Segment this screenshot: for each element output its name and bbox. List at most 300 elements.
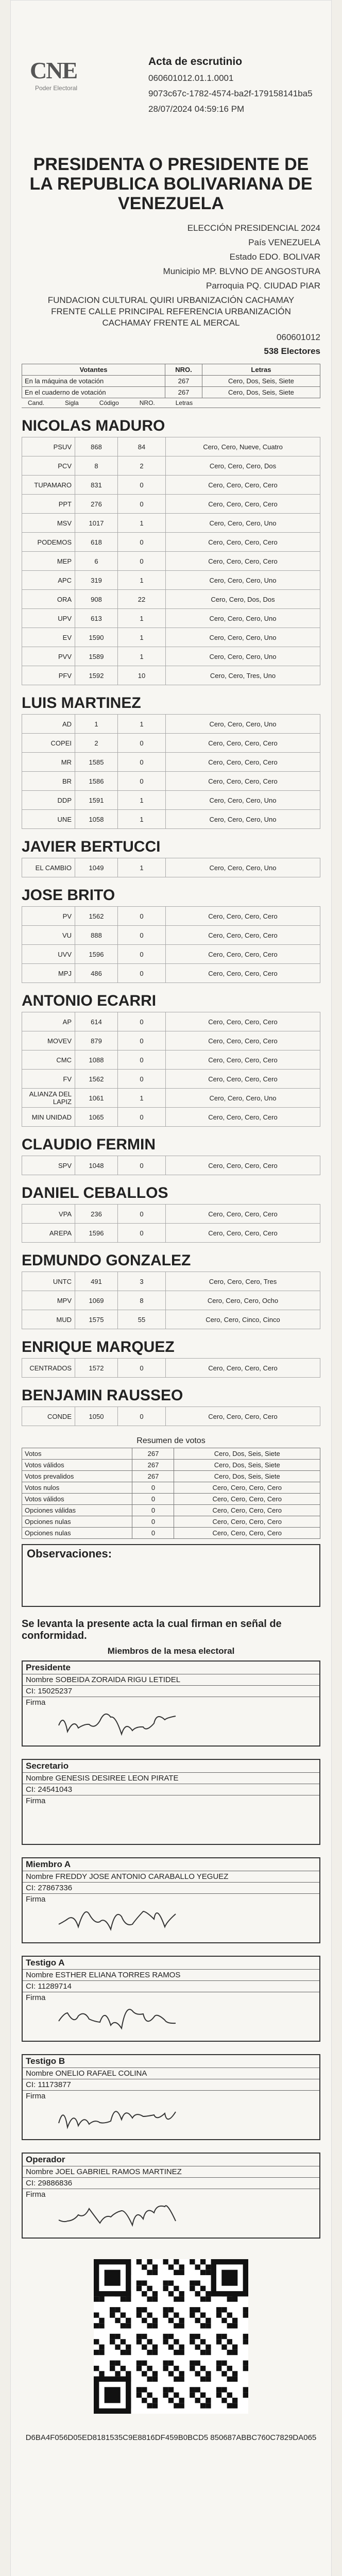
qr-module [168, 2307, 174, 2312]
party-votes: 10 [118, 666, 166, 685]
qr-module [174, 2323, 179, 2328]
party-sigla: PVV [22, 647, 75, 666]
qr-module [152, 2398, 158, 2403]
info-parroquia: Parroquia PQ. CIUDAD PIAR [206, 281, 320, 291]
party-code: 868 [75, 437, 118, 456]
table-row [22, 1494, 320, 1505]
member-name: Nombre GENESIS DESIREE LEON PIRATE [23, 1773, 319, 1784]
qr-module [147, 2312, 152, 2317]
table-row [22, 456, 320, 476]
qr-module [190, 2387, 195, 2392]
qr-module [115, 2334, 120, 2339]
party-code: 1049 [75, 858, 118, 877]
resumen-nro: 267 [132, 1460, 174, 1471]
member-role: Operador [23, 2154, 319, 2166]
observaciones-box [22, 1544, 320, 1607]
qr-module [168, 2345, 174, 2350]
qr-module [200, 2296, 206, 2301]
qr-module [195, 2334, 200, 2339]
qr-module [174, 2259, 179, 2264]
qr-module [105, 2270, 121, 2286]
qr-module [142, 2371, 147, 2376]
party-votes: 0 [118, 907, 166, 926]
member-role: Presidente [23, 1662, 319, 1674]
qr-module [152, 2323, 158, 2328]
resumen-table [22, 1448, 320, 1539]
party-votes: 1 [118, 609, 166, 628]
party-code: 1050 [75, 1407, 118, 1426]
table-row [22, 1291, 320, 1310]
member-firma-label: Firma [26, 1797, 46, 1805]
qr-module [168, 2280, 174, 2285]
qr-module [195, 2361, 200, 2366]
party-votes: 1 [118, 858, 166, 877]
party-votes-letters: Cero, Cero, Cero, Tres [166, 1272, 320, 1291]
party-sigla: EV [22, 628, 75, 647]
party-votes: 0 [118, 552, 166, 571]
qr-module [206, 2403, 211, 2408]
qr-module [110, 2312, 115, 2317]
info-municipio: Municipio MP. BLVNO DE ANGOSTURA [163, 266, 320, 276]
qr-module [152, 2296, 158, 2301]
party-votes: 55 [118, 1310, 166, 1329]
qr-module [200, 2350, 206, 2355]
party-sigla: MIN UNIDAD [22, 1108, 75, 1127]
votantes-header: Votantes [22, 364, 165, 376]
qr-module [179, 2398, 184, 2403]
party-sigla: MPJ [22, 964, 75, 983]
party-sigla: MEP [22, 552, 75, 571]
member-block [22, 1759, 320, 1845]
resumen-label: Opciones nulas [22, 1528, 132, 1539]
party-code: 1017 [75, 514, 118, 533]
votantes-letras: Cero, Dos, Seis, Siete [202, 387, 320, 398]
resumen-title: Resumen de votos [136, 1436, 206, 1445]
handwritten-signature [54, 2098, 187, 2134]
column-header: Cand. [28, 399, 45, 406]
resumen-nro: 267 [132, 1448, 174, 1460]
qr-module [232, 2350, 237, 2355]
resumen-nro: 0 [132, 1494, 174, 1505]
qr-module [94, 2312, 99, 2317]
acta-hash: D6BA4F056D05ED8181535C9E8816DF459B0BCD5 850687ABBC760C7829DA065 [25, 2433, 317, 2442]
qr-module [195, 2307, 200, 2312]
party-sigla: APC [22, 571, 75, 590]
party-sigla: CMC [22, 1050, 75, 1070]
party-votes: 0 [118, 1205, 166, 1224]
candidate-party-table [22, 1358, 320, 1378]
qr-module [179, 2350, 184, 2355]
qr-module [179, 2291, 184, 2296]
qr-module [221, 2361, 227, 2366]
qr-module [142, 2318, 147, 2323]
table-row [22, 907, 320, 926]
qr-module [142, 2334, 147, 2339]
qr-module [195, 2398, 200, 2403]
table-row [22, 1272, 320, 1291]
qr-module [232, 2318, 237, 2323]
member-signature-area [23, 2189, 319, 2238]
qr-module [147, 2259, 152, 2264]
qr-module [227, 2403, 232, 2408]
party-votes: 1 [118, 628, 166, 647]
qr-module [206, 2398, 211, 2403]
table-row [22, 552, 320, 571]
table-row [22, 1516, 320, 1528]
qr-module [227, 2366, 232, 2371]
party-votes-letters: Cero, Cero, Cero, Cero [166, 1359, 320, 1378]
table-row [22, 791, 320, 810]
info-centro: FUNDACION CULTURAL QUIRI URBANIZACIÓN CACHAMAY FRENTE CALLE PRINCIPAL REFERENCIA URBANIZACIÓN CACHAMAY FRENTE AL MERCAL [47, 295, 295, 328]
candidate-name: ANTONIO ECARRI [22, 992, 157, 1009]
party-sigla: MR [22, 753, 75, 772]
cne-logo-sub: Poder Electoral [35, 84, 78, 92]
party-votes-letters: Cero, Cero, Cero, Cero [166, 1050, 320, 1070]
qr-module [94, 2323, 99, 2328]
qr-module [174, 2350, 179, 2355]
qr-module [206, 2377, 211, 2382]
qr-module [110, 2361, 115, 2366]
candidate-party-table [22, 437, 320, 685]
qr-module [243, 2312, 248, 2317]
qr-module [206, 2350, 211, 2355]
resumen-letters: Cero, Cero, Cero, Cero [174, 1505, 320, 1516]
qr-module [163, 2393, 168, 2398]
party-sigla: UNTC [22, 1272, 75, 1291]
qr-module [168, 2398, 174, 2403]
cne-logo-mark: CNE [30, 57, 77, 83]
qr-module [227, 2296, 232, 2301]
qr-module [243, 2393, 248, 2398]
member-name: Nombre FREDDY JOSE ANTONIO CARABALLO YEGUEZ [23, 1871, 319, 1883]
qr-module [94, 2350, 99, 2355]
qr-module [232, 2377, 237, 2382]
qr-module [200, 2323, 206, 2328]
party-votes-letters: Cero, Cero, Cinco, Cinco [166, 1310, 320, 1329]
qr-module [221, 2334, 227, 2339]
qr-module [121, 2350, 126, 2355]
qr-module [168, 2264, 174, 2269]
qr-module [142, 2387, 147, 2392]
qr-module [163, 2339, 168, 2344]
qr-module [179, 2270, 184, 2275]
table-row [22, 715, 320, 734]
member-block [22, 1857, 320, 1943]
candidate-party-table [22, 1012, 320, 1127]
qr-module [152, 2371, 158, 2376]
qr-module [206, 2296, 211, 2301]
qr-module [206, 2270, 211, 2275]
party-votes: 1 [118, 1089, 166, 1108]
table-row [22, 476, 320, 495]
qr-module [200, 2312, 206, 2317]
qr-module [195, 2264, 200, 2269]
qr-module [136, 2387, 142, 2392]
qr-module [174, 2393, 179, 2398]
party-code: 1572 [75, 1359, 118, 1378]
party-code: 1592 [75, 666, 118, 685]
qr-module [174, 2403, 179, 2408]
qr-module [216, 2339, 221, 2344]
party-sigla: SPV [22, 1156, 75, 1175]
table-row [22, 437, 320, 456]
party-votes-letters: Cero, Cero, Cero, Cero [166, 907, 320, 926]
qr-module [221, 2398, 227, 2403]
table-row [22, 1310, 320, 1329]
member-ci: CI: 11289714 [23, 1981, 319, 1992]
member-ci: CI: 24541043 [23, 1784, 319, 1795]
member-firma-label: Firma [26, 1895, 46, 1904]
qr-module [94, 2339, 99, 2344]
candidate-name: EDMUNDO GONZALEZ [22, 1252, 191, 1269]
resumen-letters: Cero, Dos, Seis, Siete [174, 1460, 320, 1471]
member-block [22, 2153, 320, 2239]
qr-module [136, 2312, 142, 2317]
party-votes: 0 [118, 1224, 166, 1243]
qr-module [99, 2296, 104, 2301]
qr-module [126, 2318, 131, 2323]
party-votes-letters: Cero, Cero, Cero, Cero [166, 1031, 320, 1050]
party-code: 908 [75, 590, 118, 609]
table-row [22, 1407, 320, 1426]
party-sigla: FV [22, 1070, 75, 1089]
qr-module [174, 2366, 179, 2371]
party-code: 1048 [75, 1156, 118, 1175]
party-sigla: MOVEV [22, 1031, 75, 1050]
party-votes-letters: Cero, Cero, Cero, Uno [166, 571, 320, 590]
table-row [22, 1050, 320, 1070]
party-votes-letters: Cero, Cero, Cero, Cero [166, 945, 320, 964]
qr-module [121, 2339, 126, 2344]
qr-module [142, 2264, 147, 2269]
party-votes: 0 [118, 1031, 166, 1050]
member-role: Testigo B [23, 2055, 319, 2068]
table-row [22, 1156, 320, 1175]
cne-logo [22, 57, 83, 98]
party-sigla: UPV [22, 609, 75, 628]
party-sigla: CENTRADOS [22, 1359, 75, 1378]
party-votes-letters: Cero, Cero, Cero, Cero [166, 1156, 320, 1175]
qr-module [110, 2366, 115, 2371]
member-block [22, 2054, 320, 2140]
table-row [22, 926, 320, 945]
qr-module [200, 2259, 206, 2264]
table-row [22, 571, 320, 590]
party-sigla: PODEMOS [22, 533, 75, 552]
party-sigla: ORA [22, 590, 75, 609]
party-code: 613 [75, 609, 118, 628]
qr-module [115, 2318, 120, 2323]
qr-module [136, 2259, 142, 2264]
table-row [22, 1070, 320, 1089]
member-signature-area [23, 1894, 319, 1942]
qr-module [179, 2403, 184, 2408]
handwritten-signature [54, 1901, 187, 1937]
handwritten-signature [54, 1999, 187, 2036]
qr-module [227, 2312, 232, 2317]
qr-module [195, 2345, 200, 2350]
qr-module [147, 2339, 152, 2344]
qr-module [216, 2361, 221, 2366]
qr-module [216, 2393, 221, 2398]
qr-module [200, 2366, 206, 2371]
table-row [22, 964, 320, 983]
candidate-name: JAVIER BERTUCCI [22, 838, 161, 855]
member-ci: CI: 29886836 [23, 2178, 319, 2189]
resumen-label: Votos nulos [22, 1482, 132, 1494]
qr-module [147, 2403, 152, 2408]
table-row [22, 734, 320, 753]
party-votes: 1 [118, 810, 166, 829]
resumen-nro: 0 [132, 1505, 174, 1516]
qr-module [126, 2371, 131, 2376]
qr-module [99, 2323, 104, 2328]
qr-module [243, 2361, 248, 2366]
party-votes-letters: Cero, Cero, Cero, Cero [166, 926, 320, 945]
resumen-label: Votos válidos [22, 1494, 132, 1505]
party-code: 1591 [75, 791, 118, 810]
member-name: Nombre ESTHER ELIANA TORRES RAMOS [23, 1970, 319, 1981]
candidate-party-table [22, 1156, 320, 1175]
qr-module [142, 2291, 147, 2296]
qr-module [221, 2270, 237, 2286]
party-code: 1562 [75, 907, 118, 926]
qr-module [136, 2307, 142, 2312]
info-centro-code: 060601012 [276, 332, 320, 342]
party-votes-letters: Cero, Cero, Cero, Uno [166, 1089, 320, 1108]
party-votes-letters: Cero, Cero, Cero, Uno [166, 715, 320, 734]
party-votes-letters: Cero, Cero, Tres, Uno [166, 666, 320, 685]
qr-module [216, 2312, 221, 2317]
qr-module [200, 2393, 206, 2398]
resumen-nro: 0 [132, 1516, 174, 1528]
handwritten-signature [54, 1803, 187, 1839]
column-header: Letras [175, 399, 193, 406]
party-code: 1590 [75, 628, 118, 647]
party-code: 1065 [75, 1108, 118, 1127]
qr-module [152, 2377, 158, 2382]
resumen-nro: 267 [132, 1471, 174, 1482]
votantes-letras: Cero, Dos, Seis, Siete [202, 376, 320, 387]
resumen-letters: Cero, Dos, Seis, Siete [174, 1448, 320, 1460]
party-votes: 0 [118, 964, 166, 983]
party-votes-letters: Cero, Cero, Cero, Uno [166, 647, 320, 666]
candidate-party-table [22, 858, 320, 877]
party-votes-letters: Cero, Cero, Cero, Cero [166, 476, 320, 495]
votantes-header: Letras [202, 364, 320, 376]
party-sigla: VU [22, 926, 75, 945]
qr-module [152, 2270, 158, 2275]
qr-code [94, 2259, 248, 2414]
qr-module [190, 2334, 195, 2339]
qr-module [221, 2307, 227, 2312]
party-votes-letters: Cero, Cero, Cero, Cero [166, 552, 320, 571]
qr-module [126, 2323, 131, 2328]
resumen-letters: Cero, Cero, Cero, Cero [174, 1482, 320, 1494]
qr-module [115, 2361, 120, 2366]
qr-module [174, 2339, 179, 2344]
qr-module [206, 2318, 211, 2323]
party-sigla: AD [22, 715, 75, 734]
member-role: Secretario [23, 1760, 319, 1773]
candidate-party-table [22, 906, 320, 983]
member-firma-label: Firma [26, 2092, 46, 2100]
votantes-nro: 267 [165, 376, 202, 387]
qr-module [232, 2296, 237, 2301]
party-votes: 1 [118, 571, 166, 590]
party-votes-letters: Cero, Cero, Cero, Cero [166, 495, 320, 514]
party-votes-letters: Cero, Cero, Cero, Cero [166, 772, 320, 791]
qr-module [179, 2323, 184, 2328]
qr-module [136, 2334, 142, 2339]
party-votes: 0 [118, 1108, 166, 1127]
qr-module [190, 2361, 195, 2366]
qr-module [190, 2259, 195, 2264]
party-votes: 0 [118, 734, 166, 753]
member-role: Miembro A [23, 1858, 319, 1871]
party-votes-letters: Cero, Cero, Cero, Cero [166, 1012, 320, 1031]
party-votes-letters: Cero, Cero, Cero, Cero [166, 1407, 320, 1426]
qr-module [142, 2361, 147, 2366]
signature-intro: Se levanta la presente acta la cual firman en señal de conformidad. [22, 1618, 282, 1641]
table-row [22, 1505, 320, 1516]
qr-module [195, 2387, 200, 2392]
member-signature-area [23, 1795, 319, 1844]
tally-receipt [10, 0, 332, 2576]
party-sigla: BR [22, 772, 75, 791]
qr-module [142, 2398, 147, 2403]
table-row [22, 810, 320, 829]
candidate-name: DANIEL CEBALLOS [22, 1184, 168, 1201]
party-code: 1069 [75, 1291, 118, 1310]
table-row [22, 376, 320, 387]
table-row [22, 753, 320, 772]
party-sigla: PV [22, 907, 75, 926]
qr-module [195, 2318, 200, 2323]
party-sigla: UVV [22, 945, 75, 964]
party-votes: 0 [118, 753, 166, 772]
qr-module [147, 2286, 152, 2291]
party-sigla: COPEI [22, 734, 75, 753]
member-role: Testigo A [23, 1957, 319, 1970]
party-votes: 84 [118, 437, 166, 456]
member-signature-area [23, 1697, 319, 1745]
party-sigla: MPV [22, 1291, 75, 1310]
qr-module [168, 2334, 174, 2339]
member-ci: CI: 11173877 [23, 2079, 319, 2091]
party-votes-letters: Cero, Cero, Cero, Cero [166, 1224, 320, 1243]
candidate-name: JOSE BRITO [22, 887, 115, 904]
party-code: 236 [75, 1205, 118, 1224]
party-code: 1585 [75, 753, 118, 772]
party-votes: 1 [118, 715, 166, 734]
qr-module [174, 2296, 179, 2301]
party-code: 1 [75, 715, 118, 734]
party-votes-letters: Cero, Cero, Cero, Dos [166, 456, 320, 476]
qr-module [243, 2307, 248, 2312]
qr-module [168, 2371, 174, 2376]
qr-module [216, 2307, 221, 2312]
qr-module [227, 2377, 232, 2382]
party-votes: 0 [118, 1407, 166, 1426]
party-sigla: CONDE [22, 1407, 75, 1426]
handwritten-signature [54, 1704, 187, 1740]
qr-module [190, 2280, 195, 2285]
qr-module [105, 2387, 121, 2403]
member-block [22, 1956, 320, 2042]
party-code: 486 [75, 964, 118, 983]
table-row [22, 1448, 320, 1460]
